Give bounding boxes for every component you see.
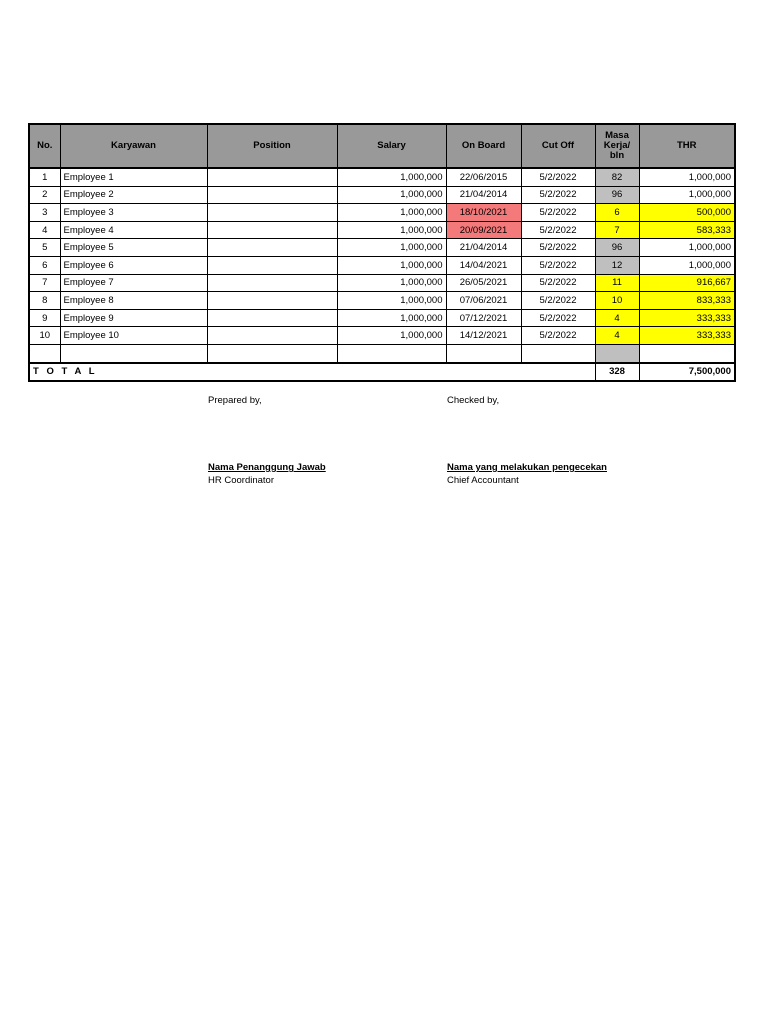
cell-masa: 4 bbox=[595, 309, 639, 327]
cell-onboard: 26/05/2021 bbox=[446, 274, 521, 292]
cell-thr: 583,333 bbox=[639, 221, 735, 239]
cell-position bbox=[207, 186, 337, 204]
cell-salary: 1,000,000 bbox=[337, 186, 446, 204]
total-row bbox=[29, 363, 735, 382]
header-thr: THR bbox=[639, 124, 735, 168]
cell-onboard: 07/06/2021 bbox=[446, 292, 521, 310]
cell-name: Employee 3 bbox=[60, 204, 207, 222]
prepared-signature-block bbox=[208, 462, 326, 486]
cell-thr: 1,000,000 bbox=[639, 256, 735, 274]
cell-no: 5 bbox=[29, 239, 60, 257]
cell-masa: 96 bbox=[595, 239, 639, 257]
cell-cutoff: 5/2/2022 bbox=[521, 239, 595, 257]
cell-thr: 333,333 bbox=[639, 327, 735, 345]
cell-name: Employee 9 bbox=[60, 309, 207, 327]
cell-position bbox=[207, 256, 337, 274]
cell-blank bbox=[639, 344, 735, 362]
cell-onboard: 07/12/2021 bbox=[446, 309, 521, 327]
cell-position bbox=[207, 274, 337, 292]
cell-no: 6 bbox=[29, 256, 60, 274]
cell-cutoff: 5/2/2022 bbox=[521, 221, 595, 239]
cell-cutoff: 5/2/2022 bbox=[521, 327, 595, 345]
cell-cutoff: 5/2/2022 bbox=[521, 292, 595, 310]
prepared-by-caption: Prepared by, bbox=[208, 395, 262, 406]
cell-masa: 7 bbox=[595, 221, 639, 239]
cell-no: 3 bbox=[29, 204, 60, 222]
cell-masa: 82 bbox=[595, 168, 639, 186]
cell-blank bbox=[337, 344, 446, 362]
header-karyawan: Karyawan bbox=[60, 124, 207, 168]
cell-masa: 12 bbox=[595, 256, 639, 274]
cell-position bbox=[207, 239, 337, 257]
total-thr: 7,500,000 bbox=[639, 363, 735, 382]
checked-name: Nama yang melakukan pengecekan bbox=[447, 462, 607, 473]
cell-salary: 1,000,000 bbox=[337, 221, 446, 239]
cell-masa: 6 bbox=[595, 204, 639, 222]
table-row bbox=[29, 292, 735, 310]
table-row bbox=[29, 186, 735, 204]
cell-salary: 1,000,000 bbox=[337, 256, 446, 274]
cell-blank bbox=[60, 344, 207, 362]
cell-no: 4 bbox=[29, 221, 60, 239]
prepared-name: Nama Penanggung Jawab bbox=[208, 462, 326, 473]
header-cut-off: Cut Off bbox=[521, 124, 595, 168]
cell-name: Employee 4 bbox=[60, 221, 207, 239]
table-row bbox=[29, 256, 735, 274]
table-row bbox=[29, 204, 735, 222]
cell-blank bbox=[595, 344, 639, 362]
cell-no: 7 bbox=[29, 274, 60, 292]
cell-onboard: 21/04/2014 bbox=[446, 186, 521, 204]
header-salary: Salary bbox=[337, 124, 446, 168]
header-masa-kerja: Masa Kerja/ bln bbox=[595, 124, 639, 168]
checked-signature-block bbox=[447, 462, 607, 486]
cell-blank bbox=[29, 344, 60, 362]
cell-onboard: 21/04/2014 bbox=[446, 239, 521, 257]
table-row bbox=[29, 327, 735, 345]
cell-cutoff: 5/2/2022 bbox=[521, 168, 595, 186]
cell-onboard: 18/10/2021 bbox=[446, 204, 521, 222]
cell-blank bbox=[446, 344, 521, 362]
cell-thr: 1,000,000 bbox=[639, 239, 735, 257]
cell-onboard: 14/12/2021 bbox=[446, 327, 521, 345]
cell-name: Employee 6 bbox=[60, 256, 207, 274]
table-header-row bbox=[29, 124, 735, 168]
cell-position bbox=[207, 292, 337, 310]
cell-thr: 916,667 bbox=[639, 274, 735, 292]
cell-salary: 1,000,000 bbox=[337, 274, 446, 292]
cell-blank bbox=[207, 344, 337, 362]
cell-thr: 1,000,000 bbox=[639, 186, 735, 204]
cell-cutoff: 5/2/2022 bbox=[521, 186, 595, 204]
cell-thr: 1,000,000 bbox=[639, 168, 735, 186]
cell-masa: 11 bbox=[595, 274, 639, 292]
cell-thr: 333,333 bbox=[639, 309, 735, 327]
table-row bbox=[29, 168, 735, 186]
total-masa: 328 bbox=[595, 363, 639, 382]
checked-by-caption: Checked by, bbox=[447, 395, 500, 406]
cell-position bbox=[207, 204, 337, 222]
table-row bbox=[29, 274, 735, 292]
thr-table bbox=[28, 123, 736, 382]
cell-salary: 1,000,000 bbox=[337, 327, 446, 345]
cell-salary: 1,000,000 bbox=[337, 204, 446, 222]
cell-onboard: 22/06/2015 bbox=[446, 168, 521, 186]
cell-salary: 1,000,000 bbox=[337, 168, 446, 186]
cell-salary: 1,000,000 bbox=[337, 239, 446, 257]
cell-name: Employee 1 bbox=[60, 168, 207, 186]
cell-cutoff: 5/2/2022 bbox=[521, 204, 595, 222]
cell-position bbox=[207, 309, 337, 327]
table-row bbox=[29, 239, 735, 257]
cell-position bbox=[207, 327, 337, 345]
cell-name: Employee 10 bbox=[60, 327, 207, 345]
cell-onboard: 20/09/2021 bbox=[446, 221, 521, 239]
cell-name: Employee 7 bbox=[60, 274, 207, 292]
cell-no: 1 bbox=[29, 168, 60, 186]
table-row bbox=[29, 221, 735, 239]
cell-blank bbox=[521, 344, 595, 362]
cell-salary: 1,000,000 bbox=[337, 292, 446, 310]
header-on-board: On Board bbox=[446, 124, 521, 168]
cell-masa: 4 bbox=[595, 327, 639, 345]
cell-masa: 96 bbox=[595, 186, 639, 204]
thr-sheet bbox=[28, 123, 736, 382]
cell-no: 8 bbox=[29, 292, 60, 310]
header-no: No. bbox=[29, 124, 60, 168]
cell-masa: 10 bbox=[595, 292, 639, 310]
table-row-blank bbox=[29, 344, 735, 362]
prepared-role: HR Coordinator bbox=[208, 475, 274, 486]
header-position: Position bbox=[207, 124, 337, 168]
cell-thr: 833,333 bbox=[639, 292, 735, 310]
cell-cutoff: 5/2/2022 bbox=[521, 274, 595, 292]
cell-cutoff: 5/2/2022 bbox=[521, 309, 595, 327]
cell-cutoff: 5/2/2022 bbox=[521, 256, 595, 274]
cell-name: Employee 8 bbox=[60, 292, 207, 310]
checked-role: Chief Accountant bbox=[447, 475, 519, 486]
cell-no: 9 bbox=[29, 309, 60, 327]
cell-onboard: 14/04/2021 bbox=[446, 256, 521, 274]
cell-position bbox=[207, 221, 337, 239]
total-label: T O T A L bbox=[29, 363, 595, 382]
cell-position bbox=[207, 168, 337, 186]
cell-no: 10 bbox=[29, 327, 60, 345]
table-row bbox=[29, 309, 735, 327]
cell-salary: 1,000,000 bbox=[337, 309, 446, 327]
cell-thr: 500,000 bbox=[639, 204, 735, 222]
cell-name: Employee 5 bbox=[60, 239, 207, 257]
cell-no: 2 bbox=[29, 186, 60, 204]
cell-name: Employee 2 bbox=[60, 186, 207, 204]
